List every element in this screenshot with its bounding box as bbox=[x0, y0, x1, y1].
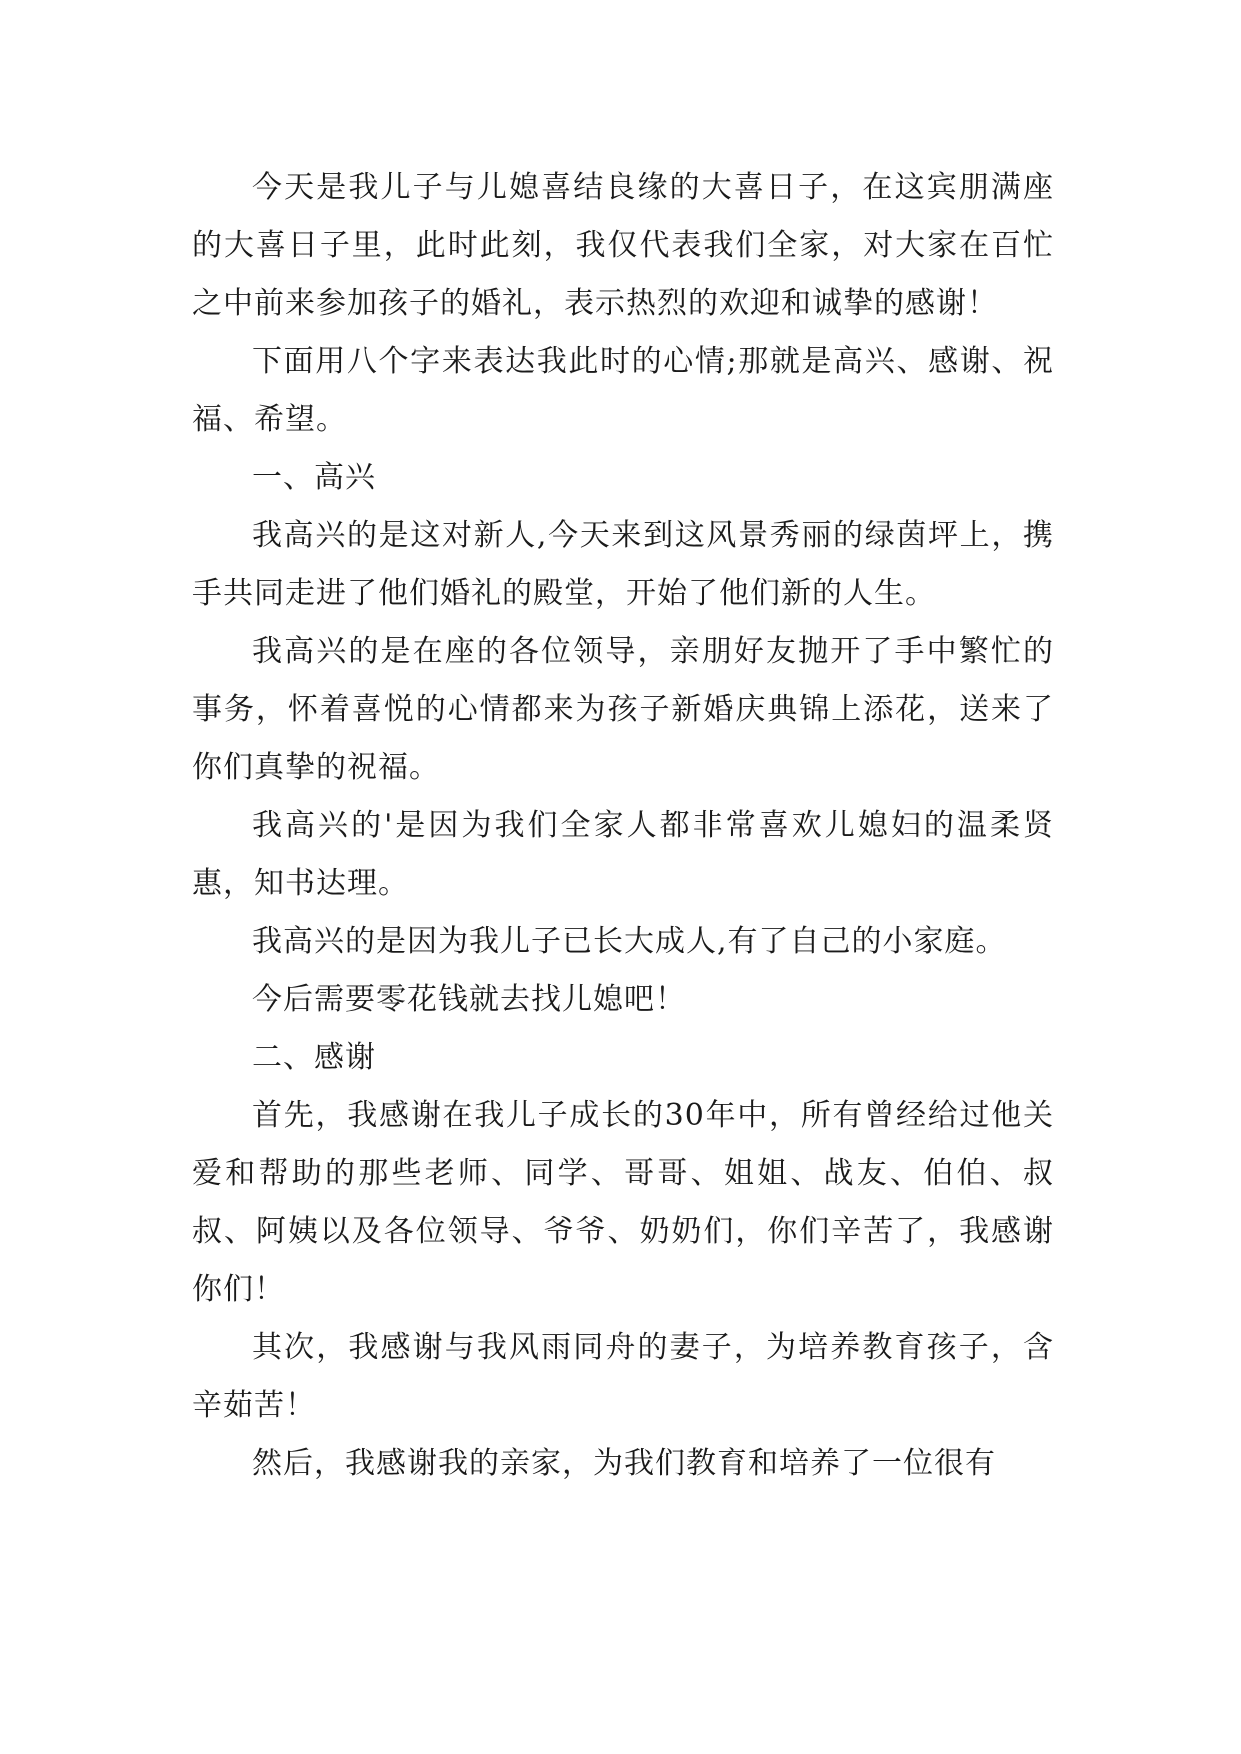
paragraph-thanks-first: 首先，我感谢在我儿子成长的30年中，所有曾经给过他关爱和帮助的那些老师、同学、哥哥、姐姐、战友、伯伯、叔叔、阿姨以及各位领导、爷爷、奶奶们，你们辛苦了，我感谢你们！ bbox=[192, 1098, 1054, 1307]
paragraph-happy-daughter-in-law: 我高兴的'是因为我们全家人都非常喜欢儿媳妇的温柔贤惠，知书达理。 bbox=[192, 808, 1054, 901]
paragraph-thanks-in-laws: 然后，我感谢我的亲家，为我们教育和培养了一位很有 bbox=[252, 1446, 996, 1481]
paragraph-thanks-wife: 其次，我感谢与我风雨同舟的妻子，为培养教育孩子，含辛茹苦！ bbox=[192, 1330, 1054, 1423]
paragraph-happy-son: 我高兴的是因为我儿子已长大成人,有了自己的小家庭。 bbox=[252, 924, 1007, 959]
section-heading-happy: 一、高兴 bbox=[252, 460, 376, 495]
paragraph-happy-guests: 我高兴的是在座的各位领导，亲朋好友抛开了手中繁忙的事务，怀着喜悦的心情都来为孩子新婚庆典锦上添花，送来了你们真挚的祝福。 bbox=[192, 634, 1054, 785]
paragraph-happy-couple: 我高兴的是这对新人,今天来到这风景秀丽的绿茵坪上，携手共同走进了他们婚礼的殿堂，开始了他们新的人生。 bbox=[192, 518, 1054, 611]
paragraph-opening: 今天是我儿子与儿媳喜结良缘的大喜日子，在这宾朋满座的大喜日子里，此时此刻，我仅代表我们全家，对大家在百忙之中前来参加孩子的婚礼，表示热烈的欢迎和诚挚的感谢！ bbox=[192, 170, 1054, 321]
document-body bbox=[192, 159, 1054, 1493]
paragraph-eight-words: 下面用八个字来表达我此时的心情;那就是高兴、感谢、祝福、希望。 bbox=[192, 344, 1054, 437]
paragraph-pocket-money: 今后需要零花钱就去找儿媳吧！ bbox=[252, 982, 686, 1017]
section-heading-thanks: 二、感谢 bbox=[252, 1040, 376, 1075]
